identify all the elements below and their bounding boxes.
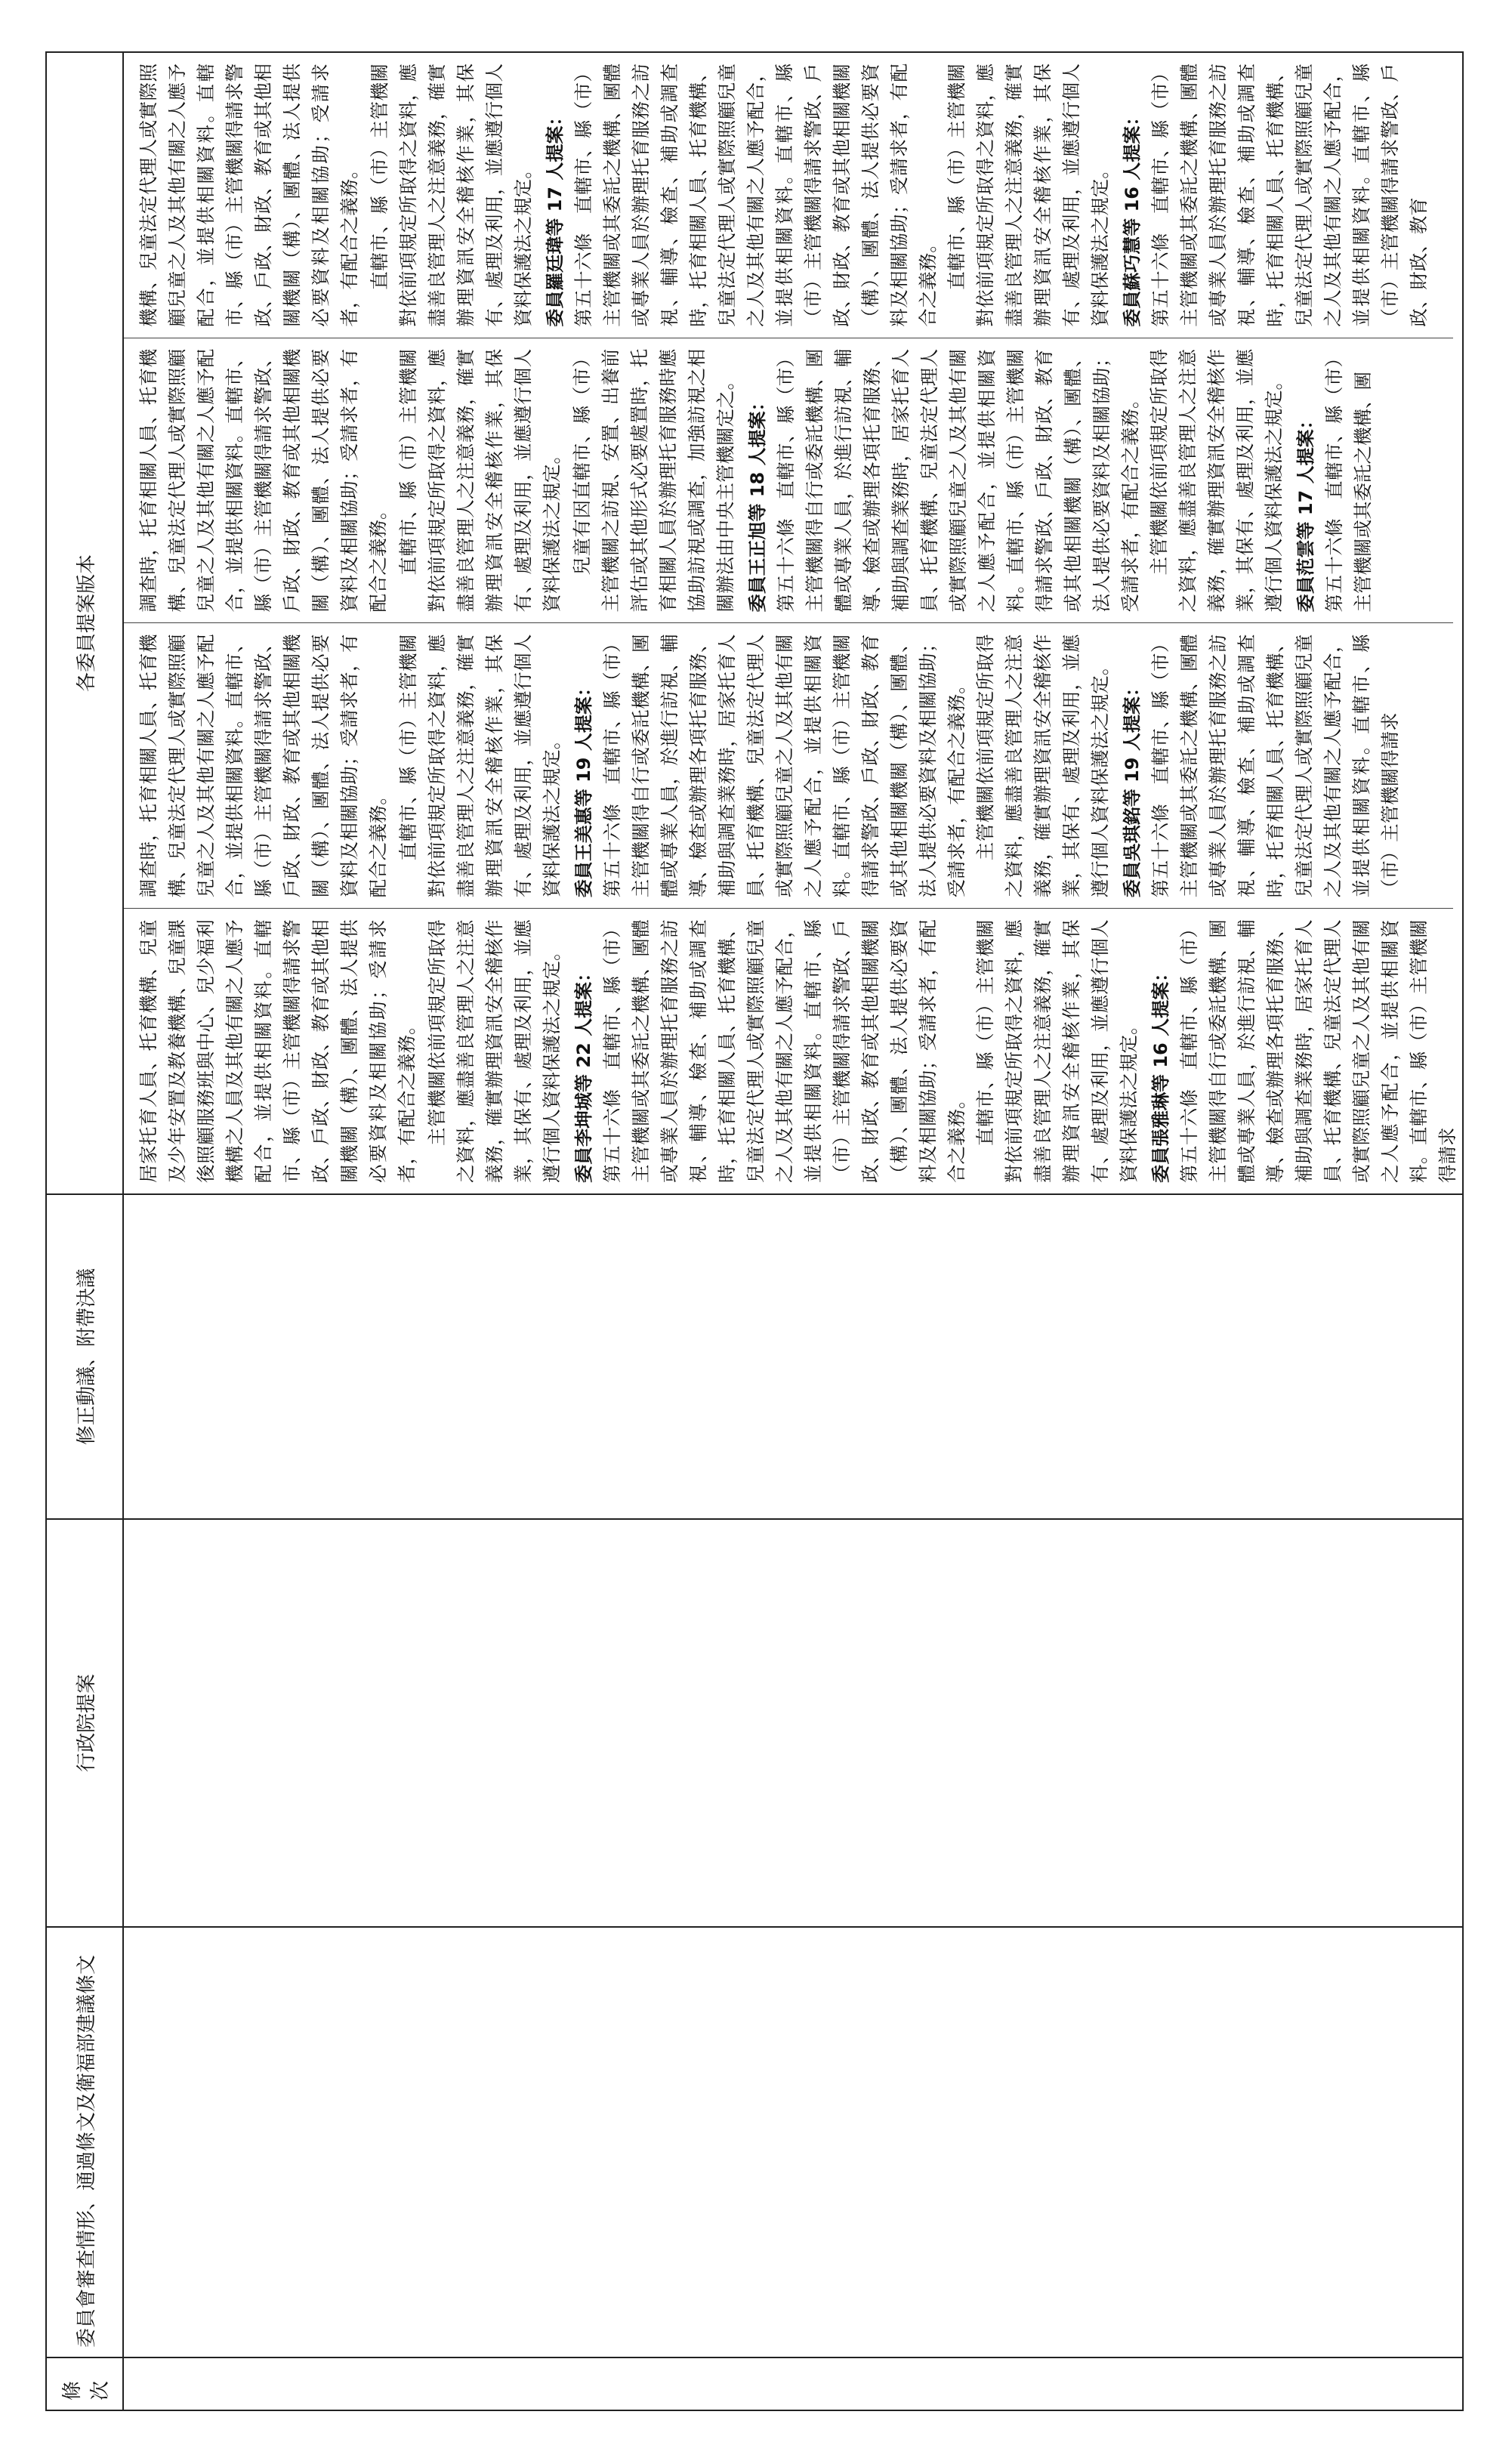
- header-amendment-motion: 修正動議、附帶決議: [46, 1194, 123, 1519]
- proposal-paragraph: 直轄市、縣（市）主管機關對依前項規定所取得之資料，應盡善良管理人之注意義務，確實辦理資訊安全稽核作業，其保有、處理及利用，並應遵行個人資料保護法之規定。: [946, 63, 1111, 327]
- cell-amendment-motion: [123, 1194, 1463, 1519]
- proposal-article-text: 第五十六條 直轄市、縣（市）主管機關或其委託之機構、團體或專業人員於辦理托育服務之訪視、輔導、檢查、補助或調查時，托育相關人員、托育機構、兒童法定代理人或實際照顧兒童之人及其他有關之人應予配合，並提供相關資料。直轄市、縣（市）主管機關得請求警政、戶政、財政、教育或其他相關機關（構）、團體、法人提供必要資料及相關協助；受請求者，有配合之義務。: [601, 919, 967, 1183]
- header-executive-proposal: 行政院提案: [46, 1519, 123, 1927]
- member-proposal-heading: 委員蘇巧慧等 16 人提案：: [1122, 107, 1143, 327]
- cell-committee-review: [123, 1927, 1463, 2357]
- proposal-paragraph: 直轄市、縣（市）主管機關對依前項規定所取得之資料，應盡善良管理人之注意義務，確實辦理資訊安全稽核作業，其保有、處理及利用，並應遵行個人資料保護法之規定。: [397, 634, 563, 898]
- proposal-columns: [124, 53, 1458, 1193]
- proposal-article-text: 第五十六條 直轄市、縣（市）主管機關或其委託之機構、團體或專業人員於辦理托育服務之訪視、輔導、檢查、補助或調查時，托育相關人員、托育機構、兒童法定代理人或實際照顧兒童之人及其他有關之人應予配合，並提供相關資料。直轄市、縣（市）主管機關得請求: [1149, 634, 1401, 898]
- proposal-article-text: 第五十六條 直轄市、縣（市）主管機關或其委託之機構、團: [1323, 348, 1374, 613]
- cell-article-no: [123, 2357, 1463, 2410]
- body-row: [123, 52, 1463, 2410]
- proposal-paragraph: 調查時，托育相關人員、托育機構、兒童法定代理人或實際照顧兒童之人及其他有關之人應予配合，並提供相關資料。直轄市、縣（市）主管機關得請求警政、戶政、財政、教育或其他相關機關（構）、團體、法人提供必要資料及相關協助；受請求者，有配合之義務。: [137, 634, 389, 898]
- proposal-column-4: [124, 53, 1453, 338]
- member-proposal-heading: 委員范雲等 17 人提案：: [1295, 411, 1316, 613]
- proposal-column-3: [124, 338, 1453, 624]
- proposal-paragraph: 直轄市、縣（市）主管機關對依前項規定所取得之資料，應盡善良管理人之注意義務，確實辦理資訊安全稽核作業，其保有、處理及利用，並應遵行個人資料保護法之規定。: [974, 919, 1140, 1183]
- proposal-paragraph: 調查時，托育相關人員、托育機構、兒童法定代理人或實際照顧兒童之人及其他有關之人應予配合，並提供相關資料。直轄市、縣（市）主管機關得請求警政、戶政、財政、教育或其他相關機關（構）、團體、法人提供必要資料及相關協助；受請求者，有配合之義務。: [137, 348, 389, 613]
- header-article-no: 條次: [46, 2357, 123, 2410]
- member-proposal-heading: 委員王正旭等 18 人提案：: [747, 393, 768, 613]
- proposal-article-text: 第五十六條 直轄市、縣（市）主管機關或其委託之機構、團體或專業人員於辦理托育服務之訪視、輔導、檢查、補助或調查時，托育相關人員、托育機構、兒童法定代理人或實際照顧兒童之人及其他有關之人應予配合，並提供相關資料。直轄市、縣（市）主管機關得請求警政、戶政、財政、教育: [1149, 63, 1430, 327]
- proposal-paragraph: 兒童有因直轄市、縣（市）主管機關之訪視、安置、出養前評估或其他形式必要處置時，托育相關人員於辦理托育服務時應協助訪視或調查，加強訪視之相關辦法由中央主管機關定之。: [571, 348, 736, 613]
- proposal-article-text: 第五十六條 直轄市、縣（市）主管機關或其委託之機構、團體或專業人員於辦理托育服務之訪視、輔導、檢查、補助或調查時，托育相關人員、托育機構、兒童法定代理人或實際照顧兒童之人及其他有關之人應予配合，並提供相關資料。直轄市、縣（市）主管機關得請求警政、戶政、財政、教育或其他相關機關（構）、團體、法人提供必要資料及相關協助；受請求者，有配合之義務。: [572, 63, 939, 327]
- header-member-proposals: 各委員提案版本: [46, 52, 123, 1194]
- cell-member-proposals: [123, 52, 1463, 1194]
- proposal-article-text: 第五十六條 直轄市、縣（市）主管機關得自行或委託機構、團體或專業人員，於進行訪視、輔導、檢查或辦理各項托育服務、補助與調查業務時，居家托育人員、托育機構、兒童法定代理人或實際照顧兒童之人及其他有關之人應予配合，並提供相關資料。直轄市、縣（市）主管機關得請求: [1178, 919, 1458, 1183]
- member-proposal-heading: 委員張雅琳等 16 人提案：: [1150, 963, 1171, 1183]
- proposal-paragraph: 主管機關依前項規定所取得之資料，應盡善良管理人之注意義務，確實辦理資訊安全稽核作業，其保有、處理及利用，並應遵行個人資料保護法之規定。: [426, 919, 563, 1183]
- member-proposal-heading: 委員吳琪銘等 19 人提案：: [1122, 678, 1143, 898]
- cell-executive-proposal: [123, 1519, 1463, 1927]
- member-proposal-heading: 委員李坤城等 22 人提案：: [573, 963, 594, 1183]
- proposal-column-1: [124, 909, 1458, 1193]
- proposal-article-text: 第五十六條 直轄市、縣（市）主管機關得自行或委託機構、團體或專業人員，於進行訪視、輔導、檢查或辦理各項托育服務、補助與調查業務時，居家托育人員、托育機構、兒童法定代理人或實際照顧兒童之人及其他有關之人應予配合，並提供相關資料。直轄市、縣（市）主管機關得請求警政、戶政、財政、教育或其他相關機關（構）、團體、法人提供必要資料及相關協助；受請求者，有配合之義務。: [775, 348, 1141, 613]
- proposal-paragraph: 機構、兒童法定代理人或實際照顧兒童之人及其他有關之人應予配合，並提供相關資料。直轄市、縣（市）主管機關得請求警政、戶政、財政、教育或其他相關機關（構）、團體、法人提供必要資料及相關協助；受請求者，有配合之義務。: [137, 63, 360, 327]
- header-committee-review: 委員會審查情形、通過條文及衛福部建議條文: [46, 1927, 123, 2357]
- header-row: [46, 52, 123, 2410]
- comparison-table: [45, 51, 1464, 2411]
- member-proposal-heading: 委員羅廷瑋等 17 人提案：: [545, 107, 566, 327]
- member-proposal-heading: 委員王美惠等 19 人提案：: [573, 678, 594, 898]
- proposal-paragraph: 直轄市、縣（市）主管機關對依前項規定所取得之資料，應盡善良管理人之注意義務，確實辦理資訊安全稽核作業，其保有、處理及利用，並應遵行個人資料保護法之規定。: [369, 63, 534, 327]
- proposal-column-2: [124, 624, 1453, 909]
- proposal-article-text: 第五十六條 直轄市、縣（市）主管機關得自行或委託機構、團體或專業人員，於進行訪視、輔導、檢查或辦理各項托育服務、補助與調查業務時，居家托育人員、托育機構、兒童法定代理人或實際照顧兒童之人及其他有關之人應予配合，並提供相關資料。直轄市、縣（市）主管機關得請求警政、戶政、財政、教育或其他相關機關（構）、團體、法人提供必要資料及相關協助；受請求者，有配合之義務。: [601, 634, 967, 898]
- proposal-paragraph: 居家托育人員、托育機構、兒童及少年安置及教養機構、兒童課後照顧服務班與中心、兒少福利機構之人員及其他有關之人應予配合，並提供相關資料。直轄市、縣（市）主管機關得請求警政、戶政、財政、教育或其他相關機關（構）、團體、法人提供必要資料及相關協助；受請求者，有配合之義務。: [137, 919, 418, 1183]
- proposal-paragraph: 直轄市、縣（市）主管機關對依前項規定所取得之資料，應盡善良管理人之注意義務，確實辦理資訊安全稽核作業，其保有、處理及利用，並應遵行個人資料保護法之規定。: [397, 348, 563, 613]
- proposal-paragraph: 主管機關依前項規定所取得之資料，應盡善良管理人之注意義務，確實辦理資訊安全稽核作業，其保有、處理及利用，並應遵行個人資料保護法之規定。: [974, 634, 1111, 898]
- proposal-paragraph: 主管機關依前項規定所取得之資料，應盡善良管理人之注意義務，確實辦理資訊安全稽核作業，其保有、處理及利用，並應遵行個人資料保護法之規定。: [1148, 348, 1285, 613]
